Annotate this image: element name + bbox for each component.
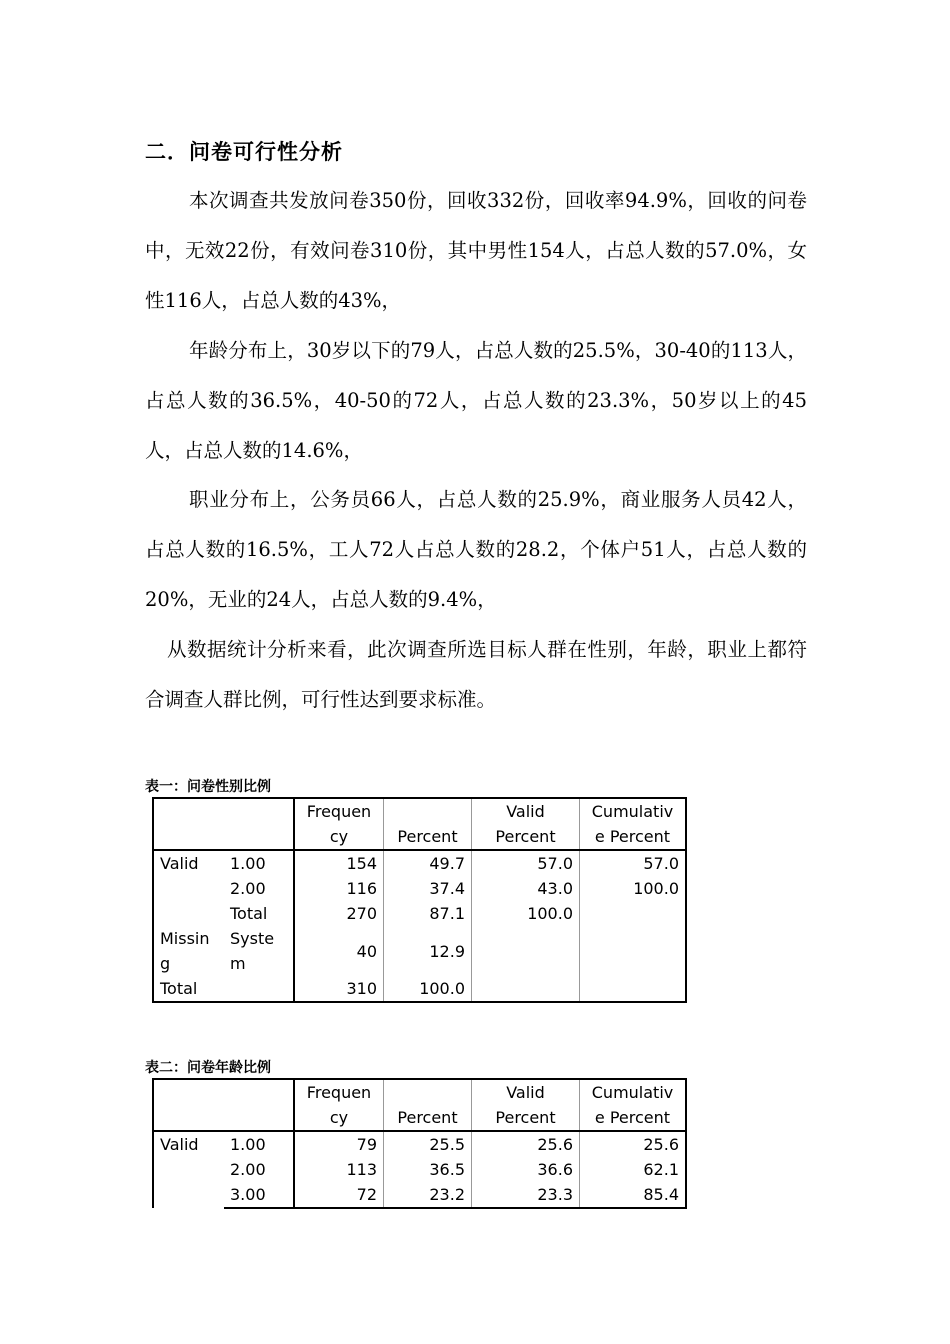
cell-percent: 25.5 [384,1131,472,1157]
cell-percent: 36.5 [384,1157,472,1182]
header-empty-cell [153,1079,224,1131]
header-valid-percent: Valid Percent [472,798,580,850]
row-label: Syste m [224,926,294,976]
row-group-label: Total [160,979,198,998]
table-header-row [153,798,686,850]
row-label: 3.00 [224,1182,294,1208]
header-valid-percent: Valid Percent [472,1079,580,1131]
row-group-label: Valid [160,1135,199,1154]
cell-percent: 37.4 [384,876,472,901]
cell-frequency: 310 [294,976,384,1002]
cell-cumulative-percent: 100.0 [633,879,679,898]
table1-caption: 表一：问卷性别比例 [145,779,271,795]
row-label [224,976,294,1002]
row-group-label [153,901,224,926]
table-row [153,901,686,926]
row-group-label: Missin g [160,929,210,973]
cell-valid-percent: 57.0 [472,850,580,876]
header-percent: Percent [384,1079,472,1131]
row-label: 1.00 [224,1131,294,1157]
cell-valid-percent: 25.6 [472,1131,580,1157]
cell-cumulative-percent: 85.4 [580,1182,687,1208]
table-row [153,1131,686,1157]
table-row [153,876,686,901]
cell-percent: 23.2 [384,1182,472,1208]
cell-valid-percent: 36.6 [472,1157,580,1182]
row-label: 2.00 [224,1157,294,1182]
table-row [153,1182,686,1208]
cell-frequency: 40 [294,926,384,976]
cell-percent: 100.0 [384,976,472,1002]
paragraph-survey-overview: 本次调查共发放问卷350份，回收332份，回收率94.9%，回收的问卷中，无效22份，有效问卷310份，其中男性154人，占总人数的57.0%，女性116人，占总人数的43%， [145,189,807,312]
cell-cumulative-percent [580,901,687,926]
cell-percent: 12.9 [384,926,472,976]
table-row [153,1157,686,1182]
row-group-label [153,1182,224,1208]
table-row-missing [153,926,686,976]
cell-frequency: 79 [294,1131,384,1157]
row-label: 1.00 [224,850,294,876]
cell-percent: 87.1 [384,901,472,926]
header-empty-cell [224,798,294,850]
cell-cumulative-percent: 25.6 [643,1135,679,1154]
row-label: 2.00 [224,876,294,901]
paragraph-age-distribution: 年龄分布上，30岁以下的79人，占总人数的25.5%，30-40的113人，占总人数的36.5%，40-50的72人，占总人数的23.3%，50岁以上的45人，占总人数的14.6%， [145,339,807,462]
cell-frequency: 116 [294,876,384,901]
row-label: Total [224,901,294,926]
cell-valid-percent: 43.0 [472,876,580,901]
table2-caption: 表二：问卷年龄比例 [145,1060,271,1076]
cell-valid-percent [472,926,580,976]
cell-frequency: 154 [294,850,384,876]
section-heading: 二．问卷可行性分析 [145,140,343,164]
table-row [153,850,686,876]
cell-percent: 49.7 [384,850,472,876]
cell-valid-percent [472,976,580,1002]
gender-table [152,797,687,1003]
table-header-row [153,1079,686,1131]
row-group-label [153,1157,224,1182]
header-cumulative-percent: Cumulativ e Percent [580,798,687,850]
cell-valid-percent: 100.0 [472,901,580,926]
cell-cumulative-percent [580,976,687,1002]
cell-cumulative-percent [580,926,687,976]
paragraph-conclusion: 从数据统计分析来看，此次调查所选目标人群在性别，年龄，职业上都符合调查人群比例，可行性达到要求标准。 [145,638,807,711]
header-frequency: Frequen cy [294,798,384,850]
cell-frequency: 113 [294,1157,384,1182]
age-table [152,1078,687,1209]
header-empty-cell [224,1079,294,1131]
header-percent: Percent [384,798,472,850]
header-cumulative-percent: Cumulativ e Percent [580,1079,687,1131]
table-row-total [153,976,686,1002]
cell-cumulative-percent: 62.1 [643,1160,679,1179]
header-frequency: Frequen cy [294,1079,384,1131]
row-group-label [153,876,224,901]
header-empty-cell [153,798,224,850]
cell-valid-percent: 23.3 [472,1182,580,1208]
cell-frequency: 270 [294,901,384,926]
cell-frequency: 72 [294,1182,384,1208]
cell-cumulative-percent: 57.0 [643,854,679,873]
row-group-label: Valid [160,854,199,873]
paragraph-occupation-distribution: 职业分布上，公务员66人，占总人数的25.9%，商业服务人员42人，占总人数的16.5%，工人72人占总人数的28.2，个体户51人，占总人数的20%，无业的24人，占总人数的9.4%， [145,488,807,611]
